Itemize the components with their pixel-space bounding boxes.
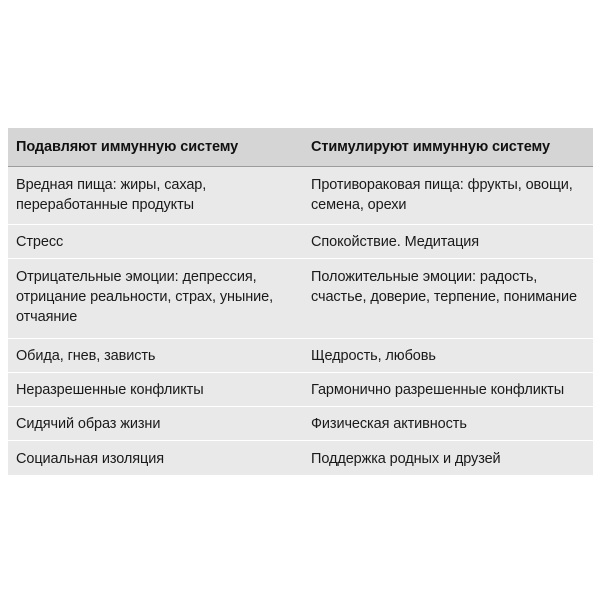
table-row <box>8 338 593 372</box>
comparison-table-container <box>8 128 593 475</box>
header-suppress: Подавляют иммунную систему <box>8 128 303 166</box>
cell-suppress: Сидячий образ жизни <box>8 406 303 440</box>
table-row <box>8 258 593 338</box>
cell-suppress: Социальная изоляция <box>8 440 303 475</box>
table-row <box>8 224 593 258</box>
table-row <box>8 406 593 440</box>
cell-suppress: Стресс <box>8 224 303 258</box>
cell-stimulate: Положительные эмоции: радость, счастье, доверие, терпение, понимание <box>303 258 593 338</box>
cell-suppress: Обида, гнев, зависть <box>8 338 303 372</box>
cell-stimulate: Физическая активность <box>303 406 593 440</box>
cell-stimulate: Поддержка родных и друзей <box>303 440 593 475</box>
table-row <box>8 440 593 475</box>
header-stimulate: Стимулируют иммунную систему <box>303 128 593 166</box>
table-row <box>8 166 593 224</box>
cell-stimulate: Спокойствие. Медитация <box>303 224 593 258</box>
table-header <box>8 128 593 166</box>
cell-suppress: Отрицательные эмоции: депрессия, отрицание реальности, страх, уныние, отчаяние <box>8 258 303 338</box>
immune-system-comparison-table <box>8 128 593 475</box>
table-body <box>8 166 593 475</box>
cell-stimulate: Гармонично разрешенные конфликты <box>303 372 593 406</box>
header-row <box>8 128 593 166</box>
cell-suppress: Вредная пища: жиры, сахар, переработанные продукты <box>8 166 303 224</box>
cell-suppress: Неразрешенные конфликты <box>8 372 303 406</box>
table-row <box>8 372 593 406</box>
cell-stimulate: Щедрость, любовь <box>303 338 593 372</box>
cell-stimulate: Противораковая пища: фрукты, овощи, семена, орехи <box>303 166 593 224</box>
